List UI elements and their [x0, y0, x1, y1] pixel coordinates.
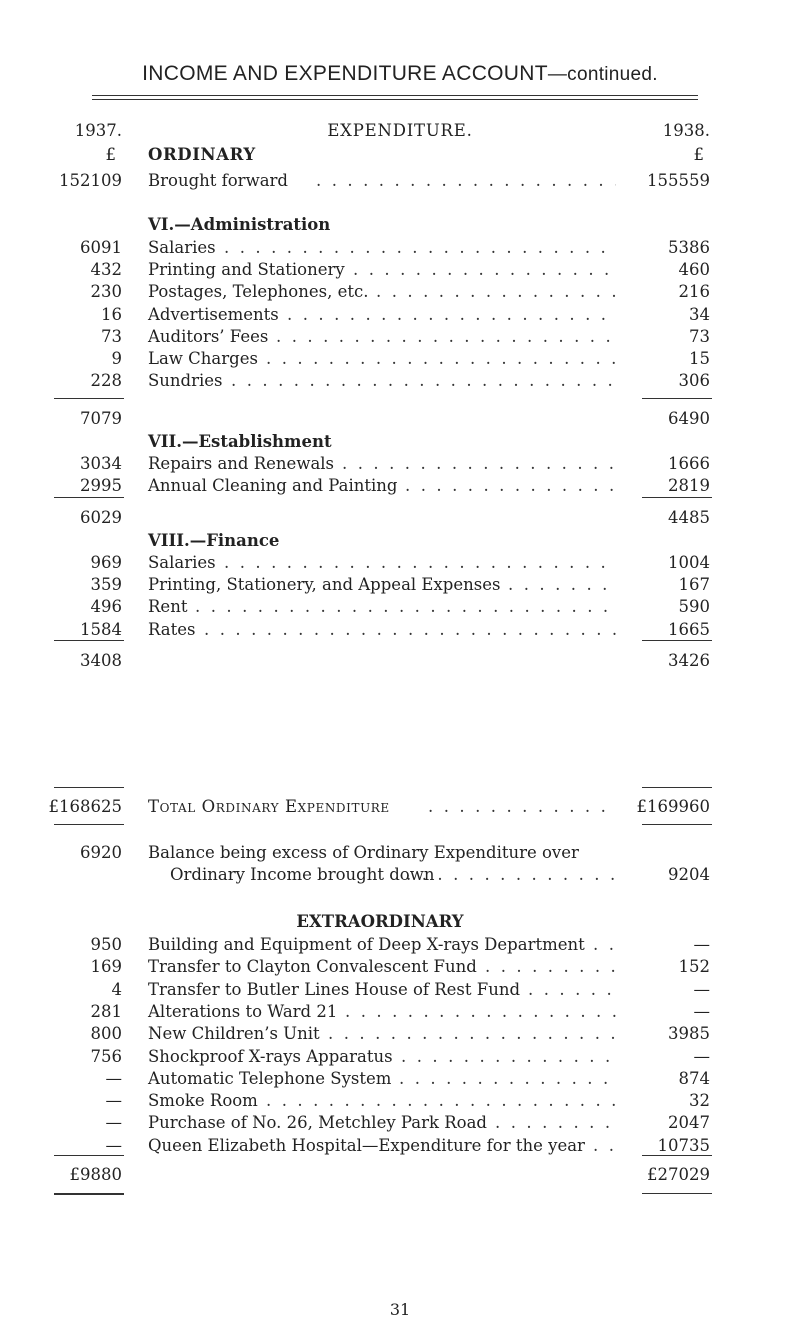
value-1938: 9204 [668, 865, 710, 884]
row-label: New Children’s Unit [148, 1024, 320, 1044]
total-1938: 3426 [668, 651, 710, 670]
establishment-heading-row [0, 431, 800, 453]
total-1937: £9880 [69, 1165, 122, 1184]
extraordinary-total-row [0, 1164, 800, 1186]
leader-dots [287, 304, 616, 326]
leader-dots [428, 796, 614, 818]
value-1937: 73 [101, 326, 122, 346]
subtotal-rule-1937 [54, 640, 124, 641]
establishment-total-row [0, 507, 800, 529]
table-row [0, 1023, 800, 1045]
value-1938: 306 [678, 371, 710, 391]
header-currency-row [0, 144, 800, 166]
value-1938: 2819 [668, 476, 710, 496]
leader-dots [495, 1112, 616, 1134]
table-row [0, 1046, 800, 1068]
table-row [0, 304, 800, 326]
total-1937: 6029 [80, 508, 122, 527]
double-rule-1937 [54, 1193, 124, 1195]
currency-1938: £ [693, 145, 704, 164]
table-row [0, 596, 800, 618]
total-ordinary-row [0, 796, 800, 818]
subtotal-rule-1937 [54, 398, 124, 399]
value-1937: — [105, 1068, 122, 1088]
table-row [0, 1001, 800, 1023]
table-row [0, 979, 800, 1001]
leader-dots [316, 170, 616, 192]
page-title: INCOME AND EXPENDITURE ACCOUNT—continued. [142, 62, 658, 85]
row-label: Advertisements [148, 304, 279, 324]
value-1937: 2995 [80, 476, 122, 496]
leader-dots [342, 453, 616, 475]
table-row [0, 370, 800, 392]
title-rule-2 [92, 99, 698, 100]
administration-total-row [0, 408, 800, 430]
leader-dots [266, 1090, 616, 1112]
leader-dots [399, 1068, 616, 1090]
total-rule-1938 [642, 1155, 712, 1156]
value-1938: 34 [689, 304, 710, 324]
value-1937: 1584 [80, 619, 122, 639]
table-row [0, 956, 800, 978]
value-1938: 1004 [668, 553, 710, 572]
row-label: Shockproof X-rays Apparatus [148, 1046, 393, 1066]
value-1938: 1666 [668, 454, 710, 473]
year-1938: 1938. [662, 121, 710, 140]
total-rule-1937 [54, 1155, 124, 1156]
currency-1937: £ [105, 145, 116, 164]
value-1938: 590 [678, 597, 710, 617]
value-1937: 6091 [80, 238, 122, 257]
value-1938: 155559 [647, 171, 710, 190]
extraordinary-heading: EXTRAORDINARY [296, 912, 464, 931]
table-row [0, 237, 800, 259]
value-1938: — [693, 1046, 710, 1066]
row-label: Transfer to Clayton Convalescent Fund [148, 957, 477, 977]
value-1937: — [105, 1113, 122, 1133]
row-label: Rates [148, 619, 196, 639]
value-1937: — [105, 1091, 122, 1111]
leader-dots [345, 1001, 616, 1023]
leader-dots [593, 1135, 616, 1157]
row-label: Annual Cleaning and Painting [148, 476, 398, 496]
value-1937: 359 [90, 575, 122, 595]
section-heading: VI.—Administration [148, 215, 331, 234]
value-1937: 9 [111, 349, 122, 368]
double-rule-1938 [642, 1193, 712, 1194]
expenditure-heading: EXPENDITURE. [327, 121, 473, 140]
value-1938: 73 [689, 326, 710, 346]
total-1938: 4485 [668, 508, 710, 527]
subtotal-rule-1938 [642, 640, 712, 641]
row-label: Automatic Telephone System [148, 1068, 392, 1088]
section-heading: VII.—Establishment [148, 432, 332, 451]
value-1938: 32 [689, 1091, 710, 1111]
row-label: Ordinary Income brought down [170, 865, 435, 884]
row-label: Repairs and Renewals [148, 454, 335, 473]
total-1938: £27029 [647, 1165, 710, 1184]
value-1938: — [693, 1001, 710, 1021]
total-1937: 7079 [80, 409, 122, 428]
value-1937: 969 [90, 553, 122, 572]
leader-dots [376, 281, 616, 303]
table-row [0, 574, 800, 596]
value-1937: £168625 [48, 797, 122, 816]
value-1938: 216 [678, 282, 710, 302]
value-1937: — [105, 1135, 122, 1155]
leader-dots [593, 934, 616, 956]
total-rule-1938 [642, 787, 712, 788]
balance-row-continued [0, 864, 800, 886]
leader-dots [353, 259, 616, 281]
subtotal-rule-1938 [642, 398, 712, 399]
table-row [0, 1090, 800, 1112]
table-row [0, 934, 800, 956]
row-label: Alterations to Ward 21 [148, 1001, 338, 1021]
table-row [0, 281, 800, 303]
brought-forward-row [0, 170, 800, 192]
leader-dots [231, 370, 616, 392]
row-label: Salaries [148, 238, 216, 257]
value-1937: 169 [90, 957, 122, 977]
value-1938: 3985 [668, 1024, 710, 1044]
value-1938: 167 [678, 575, 710, 595]
total-rule-1937 [54, 824, 124, 825]
leader-dots [406, 864, 616, 886]
value-1938: 874 [678, 1068, 710, 1088]
row-label: Purchase of No. 26, Metchley Park Road [148, 1113, 487, 1133]
table-row [0, 619, 800, 641]
leader-dots [485, 956, 616, 978]
leader-dots [204, 619, 616, 641]
total-1938: 6490 [668, 409, 710, 428]
table-row [0, 348, 800, 370]
value-1938: 5386 [668, 238, 710, 257]
row-label: Printing and Stationery [148, 260, 345, 280]
administration-heading-row [0, 214, 800, 236]
row-label: Queen Elizabeth Hospital—Expenditure for the year [148, 1135, 585, 1155]
row-label: Building and Equipment of Deep X-rays Department [148, 935, 585, 954]
value-1937: 4 [111, 979, 122, 999]
leader-dots [405, 475, 616, 497]
title-rule [92, 95, 698, 96]
value-1937: 281 [90, 1001, 122, 1021]
row-label: Postages, Telephones, etc. [148, 282, 369, 302]
row-label: Printing, Stationery, and Appeal Expenses [148, 575, 501, 595]
value-1938: 15 [689, 349, 710, 368]
table-row [0, 1068, 800, 1090]
ordinary-heading: ORDINARY [148, 145, 256, 164]
table-row [0, 475, 800, 497]
extraordinary-heading-row [0, 911, 800, 933]
table-row [0, 1112, 800, 1134]
subtotal-rule-1938 [642, 497, 712, 498]
value-1937: 496 [90, 597, 122, 617]
total-rule-1937 [54, 787, 124, 788]
value-1938: — [693, 935, 710, 954]
value-1937: 3034 [80, 454, 122, 473]
leader-dots [508, 574, 616, 596]
row-label: Smoke Room [148, 1091, 258, 1111]
row-label: Rent [148, 597, 188, 617]
leader-dots [276, 326, 616, 348]
page-number: 31 [389, 1300, 411, 1319]
finance-heading-row [0, 530, 800, 552]
value-1937: 800 [90, 1024, 122, 1044]
row-label: Salaries [148, 553, 216, 572]
row-label: Total Ordinary Expenditure [148, 797, 390, 816]
balance-row [0, 842, 800, 864]
table-row [0, 326, 800, 348]
table-row [0, 453, 800, 475]
row-label: Transfer to Butler Lines House of Rest Fund [148, 979, 521, 999]
value-1937: 228 [90, 371, 122, 391]
row-label: Law Charges [148, 349, 258, 368]
leader-dots [195, 596, 616, 618]
leader-dots [266, 348, 616, 370]
value-1938: 10735 [657, 1135, 710, 1155]
subtotal-rule-1937 [54, 497, 124, 498]
table-row [0, 1135, 800, 1157]
value-1937: 6920 [80, 843, 122, 862]
row-label: Balance being excess of Ordinary Expenditure over [148, 843, 579, 862]
row-label: Auditors’ Fees [148, 326, 269, 346]
table-row [0, 552, 800, 574]
value-1937: 230 [90, 282, 122, 302]
total-rule-1938 [642, 824, 712, 825]
value-1938: 460 [678, 260, 710, 280]
leader-dots [401, 1046, 616, 1068]
total-1937: 3408 [80, 651, 122, 670]
value-1938: 152 [678, 957, 710, 977]
leader-dots [224, 552, 616, 574]
year-1937: 1937. [74, 121, 122, 140]
value-1937: 950 [90, 935, 122, 954]
value-1938: £169960 [636, 797, 710, 816]
row-label: Brought forward [148, 171, 288, 190]
value-1938: 1665 [668, 619, 710, 639]
table-row [0, 259, 800, 281]
value-1937: 16 [101, 304, 122, 324]
value-1938: 2047 [668, 1113, 710, 1133]
leader-dots [224, 237, 616, 259]
value-1938: — [693, 979, 710, 999]
leader-dots [528, 979, 616, 1001]
leader-dots [328, 1023, 616, 1045]
finance-total-row [0, 650, 800, 672]
value-1937: 432 [90, 260, 122, 280]
value-1937: 152109 [59, 171, 122, 190]
value-1937: 756 [90, 1046, 122, 1066]
row-label: Sundries [148, 371, 223, 391]
header-years-row [0, 120, 800, 142]
section-heading: VIII.—Finance [148, 531, 280, 550]
